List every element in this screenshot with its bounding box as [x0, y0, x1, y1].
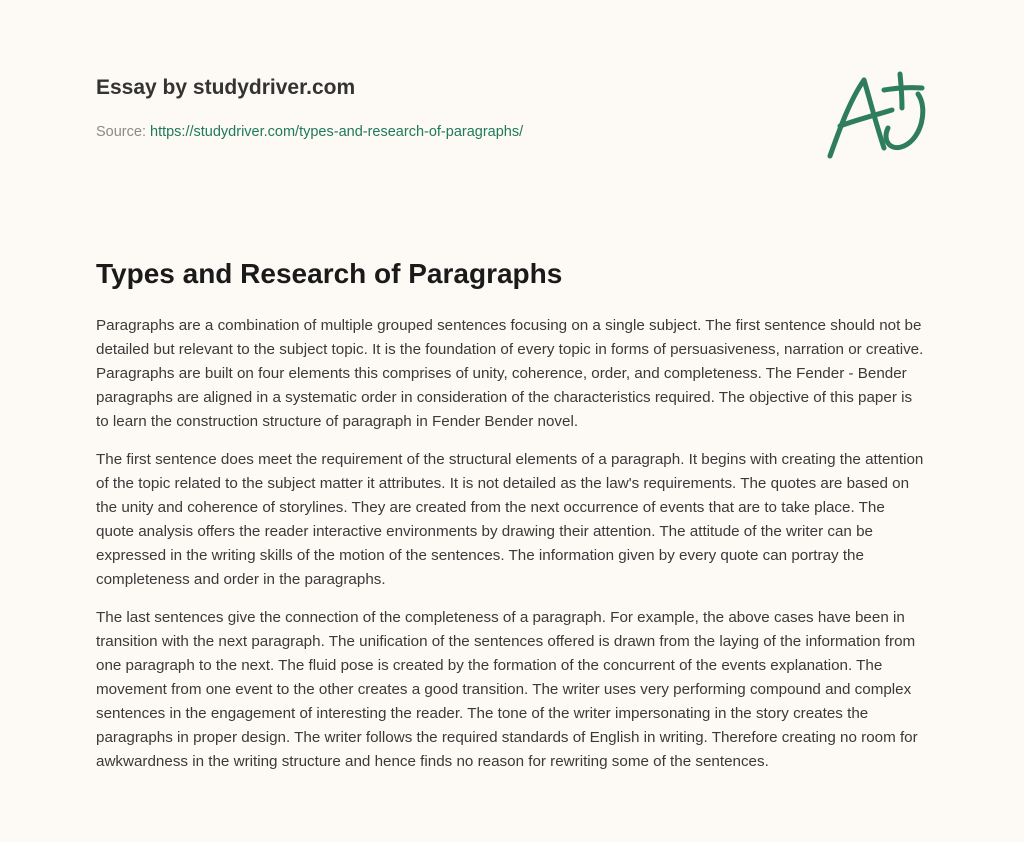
essay-title: Types and Research of Paragraphs [96, 258, 563, 289]
source-label: Source: [96, 124, 150, 140]
source-line [96, 122, 523, 142]
site-title: Essay by studydriver.com [96, 76, 356, 99]
paragraph-3: The last sentences give the connection of the completeness of a paragraph. For example, the above cases have been in transition with the next paragraph. The unification of the sentences offered is drawn from the laying of the information from one paragraph to the next. The fluid pose is created by the formation of the concurrent of the events explanation. The movement from one event to the other creates a good transition. The writer uses very performing compound and complex sentences in the engagement of interesting the reader. The tone of the writer impersonating in the story creates the paragraphs in proper design. The writer follows the required standards of English in writing. Therefore creating no room for awkwardness in the writing structure and hence finds no reason for rewriting some of the sentences. [96, 609, 918, 770]
paragraph-1: Paragraphs are a combination of multiple grouped sentences focusing on a single subject. The first sentence should not be detailed but relevant to the subject topic. It is the foundation of every topic in forms of persuasiveness, narration or creative. Paragraphs are built on four elements this comprises of unity, coherence, order, and completeness. The Fender - Bender paragraphs are aligned in a systematic order in consideration of the characteristics required. The objective of this paper is to learn the construction structure of paragraph in Fender Bender novel. [96, 317, 924, 430]
a-plus-logo-icon [818, 68, 930, 168]
paragraph-2: The first sentence does meet the requirement of the structural elements of a paragraph. It begins with creating the attention of the topic related to the subject matter it attributes. It is not detailed as the law's requirements. The quotes are based on the unity and coherence of storylines. They are created from the next occurrence of events that are to take place. The quote analysis offers the reader interactive environments by drawing their attention. The attitude of the writer can be expressed in the writing skills of the motion of the sentences. The information given by every quote can portray the completeness and order in the paragraphs. [96, 451, 924, 588]
source-link[interactable]: https://studydriver.com/types-and-research-of-paragraphs/ [150, 124, 524, 140]
essay-body [96, 314, 924, 788]
